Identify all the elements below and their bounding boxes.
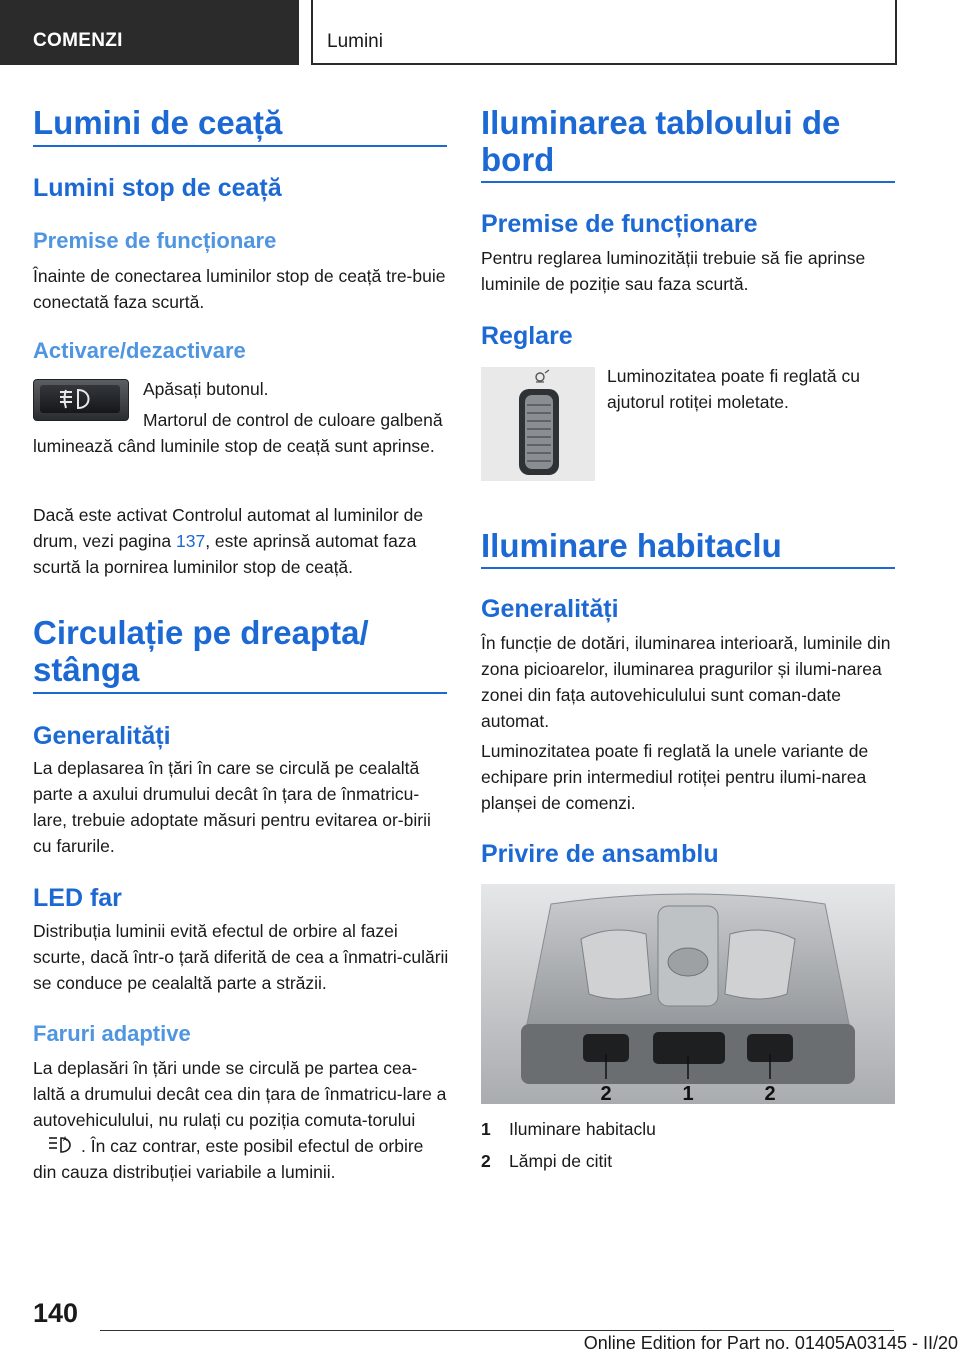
thumbwheel-image [481, 367, 595, 481]
chapter-tab [311, 0, 897, 65]
text-adaptive: La deplasări în țări unde se circulă pe partea cea-laltă a drumului decât cea din țara de înmatricu-lare a autovehiculului, nu rulați cu poziția comuta-torului A . În caz contrar, este posibil efectul de orbire din cauza distribuției variabile a luminii. [33, 1058, 447, 1182]
heading-rule [481, 567, 895, 569]
heading-overview: Privire de ansamblu [481, 840, 719, 868]
text-press-button: Apăsați butonul. [143, 379, 269, 399]
text-indicator: Martorul de control de culoare galbenă luminează când luminile stop de ceață sunt aprinse. [33, 410, 443, 456]
heading-premise: Premise de funcționare [481, 210, 758, 238]
heading-rule [33, 692, 447, 694]
section-tab [0, 0, 299, 65]
photo-label: 2 [764, 1083, 776, 1104]
svg-text:A: A [63, 1136, 68, 1143]
text-led: Distribuția luminii evită efectul de orbire al fazei scurte, dacă într-o țară diferită de cea a înmatri-culării se conduce pe cealaltă parte a străzii. [33, 921, 449, 993]
heading-adjust: Reglare [481, 322, 573, 350]
heading-activation: Activare/dezactivare [33, 338, 246, 363]
photo-label: 2 [600, 1083, 612, 1104]
text-auto-control: Dacă este activat Controlul automat al luminilor de drum, vezi pagina 137, este aprinsă automat faza scurtă la pornirea luminilor stop de ceață. [33, 505, 424, 577]
section-title: COMENZI [33, 30, 123, 51]
text-premise: Înainte de conectarea luminilor stop de ceață tre-buie conectată faza scurtă. [33, 266, 446, 312]
legend-number: 2 [481, 1151, 491, 1171]
heading-cabin-lighting: Iluminare habitaclu [481, 527, 782, 564]
heading-general: Generalități [481, 595, 619, 623]
footer-edition: Online Edition for Part no. 01405A03145 - II/20 [583, 1333, 958, 1353]
heading-rule [481, 181, 895, 183]
heading-rule [33, 145, 447, 147]
heading-adaptive: Faruri adaptive [33, 1021, 191, 1046]
footer-rule [100, 1330, 894, 1331]
thumbwheel-icon [481, 367, 595, 481]
text-adjust: Luminozitatea poate fi reglată cu ajutorul rotiței moletate. [607, 366, 860, 412]
legend-text: Iluminare habitaclu [509, 1119, 656, 1139]
photo-label: 1 [682, 1083, 694, 1104]
heading-premise: Premise de funcționare [33, 228, 277, 253]
heading-led: LED far [33, 884, 122, 912]
chapter-title: Lumini [327, 31, 383, 52]
heading-fog-stop: Lumini stop de ceață [33, 174, 282, 202]
overhead-console-photo [481, 884, 895, 1104]
heading-general: Generalități [33, 722, 171, 750]
text-brightness: Luminozitatea poate fi reglată la unele variante de echipare prin intermediul rotiței pentru ilumi-narea planșei de comenzi. [481, 741, 869, 813]
overhead-console-illustration [481, 884, 895, 1104]
heading-traffic-side: Circulație pe dreapta/ stânga [33, 614, 369, 688]
text-premise: Pentru reglarea luminozității trebuie să fie aprinse luminile de poziție sau faza scurtă. [481, 248, 866, 294]
page-number: 140 [33, 1298, 79, 1328]
legend-text: Lămpi de citit [509, 1151, 613, 1171]
text-general: În funcție de dotări, iluminarea interioară, luminile din zona picioarelor, iluminarea pragurilor și ilumi-narea zonei din fața autovehiculului sunt coman-date automat. [481, 633, 891, 731]
heading-fog-lights: Lumini de ceață [33, 104, 283, 141]
headlight-switch-icon [47, 1135, 77, 1155]
legend-number: 1 [481, 1119, 491, 1139]
page-link-137[interactable]: 137 [176, 531, 206, 551]
text-general: La deplasarea în țări în care se circulă pe cealaltă parte a axului drumului decât în țara de înmatricu-lare, trebuie adoptate măsuri pentru evitarea or-birii cu farurile. [33, 758, 431, 856]
heading-dashboard-lighting: Iluminarea tabloului de bord [481, 104, 841, 178]
